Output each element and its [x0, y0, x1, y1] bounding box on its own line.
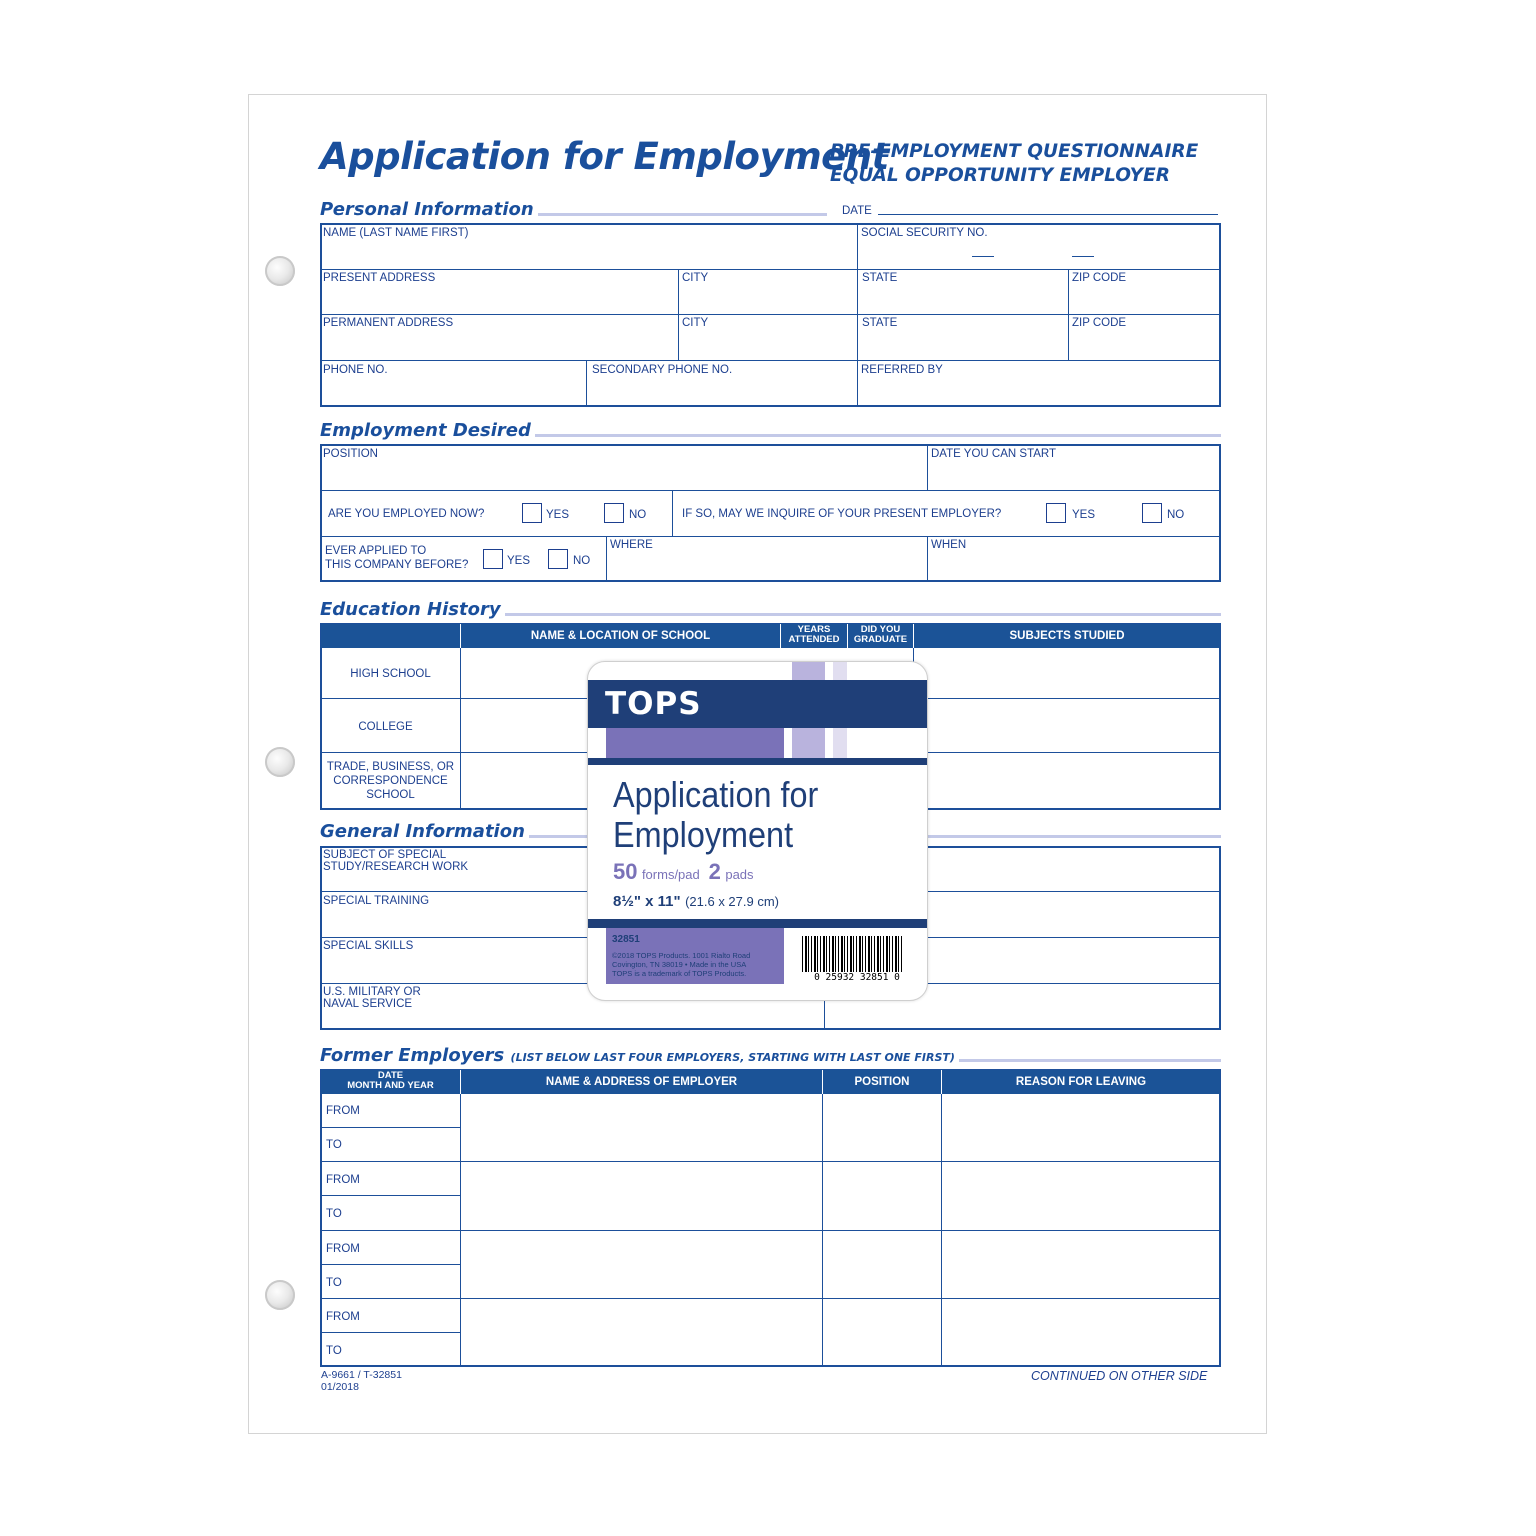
- secondary-phone-label: SECONDARY PHONE NO.: [592, 364, 733, 376]
- phone-label: PHONE NO.: [323, 364, 388, 376]
- military-service-label: U.S. MILITARY OR NAVAL SERVICE: [323, 986, 421, 1010]
- section-heading-general: General Information: [320, 821, 529, 842]
- school-column-header: NAME & LOCATION OF SCHOOL: [530, 630, 711, 642]
- employed-now-label: ARE YOU EMPLOYED NOW?: [328, 508, 485, 520]
- employed-no-checkbox[interactable]: [604, 503, 624, 523]
- state-label: STATE: [862, 317, 898, 329]
- col-divider: [586, 361, 587, 406]
- former-employers-note: (LIST BELOW LAST FOUR EMPLOYERS, STARTING WITH LAST ONE FIRST): [510, 1051, 955, 1064]
- ssn-field-label: SOCIAL SECURITY NO.: [861, 227, 988, 239]
- reason-column-header: REASON FOR LEAVING: [1015, 1076, 1147, 1088]
- product-label-card: [587, 661, 928, 1001]
- section-rule: [505, 434, 1221, 437]
- name-field-label: NAME (LAST NAME FIRST): [323, 227, 469, 239]
- employer-column-header: NAME & ADDRESS OF EMPLOYER: [545, 1076, 738, 1088]
- no-label: NO: [573, 555, 591, 567]
- date-label: DATE: [842, 205, 872, 217]
- when-label: WHEN: [931, 539, 967, 551]
- from-to-divider: [321, 1264, 460, 1265]
- tops-logo: TOPS: [605, 686, 702, 722]
- special-training-label: SPECIAL TRAINING: [323, 895, 430, 907]
- graduate-column-header: DID YOU GRADUATE: [853, 624, 908, 645]
- form-code: A-9661 / T-32851 01/2018: [321, 1369, 402, 1393]
- zip-label: ZIP CODE: [1072, 317, 1127, 329]
- divider-band: [588, 758, 927, 765]
- college-label: COLLEGE: [358, 721, 413, 733]
- row-divider: [321, 314, 1220, 315]
- barcode-digits: 0 25932 32851 0: [814, 972, 900, 983]
- col-divider: [672, 491, 673, 536]
- section-rule: [505, 213, 827, 216]
- stripe: [833, 662, 847, 680]
- stripe: [606, 728, 784, 758]
- from-to-divider: [321, 1127, 460, 1128]
- to-label: TO: [326, 1277, 342, 1289]
- present-address-label: PRESENT ADDRESS: [323, 272, 436, 284]
- row-divider: [321, 536, 1220, 537]
- yes-label: YES: [507, 555, 531, 567]
- state-label: STATE: [862, 272, 898, 284]
- from-label: FROM: [326, 1174, 360, 1186]
- permanent-address-label: PERMANENT ADDRESS: [323, 317, 454, 329]
- from-label: FROM: [326, 1243, 360, 1255]
- inquire-no-checkbox[interactable]: [1142, 503, 1162, 523]
- from-label: FROM: [326, 1311, 360, 1323]
- yes-label: YES: [546, 509, 570, 521]
- stripe: [792, 662, 825, 680]
- date-column-header: DATE MONTH AND YEAR: [347, 1070, 434, 1091]
- stripe: [833, 728, 847, 758]
- name-field[interactable]: [322, 240, 855, 268]
- section-rule: [478, 613, 1221, 616]
- col-divider: [927, 445, 928, 490]
- form-title: Application for Employment: [320, 135, 889, 178]
- row-divider: [321, 1298, 1220, 1299]
- continued-note: CONTINUED ON OTHER SIDE: [1031, 1369, 1208, 1383]
- divider-band: [588, 919, 927, 928]
- col-divider: [1068, 270, 1069, 360]
- binder-hole: [265, 747, 295, 777]
- inquire-label: IF SO, MAY WE INQUIRE OF YOUR PRESENT EMPLOYER?: [682, 508, 1002, 520]
- product-size: 8½" x 11" (21.6 x 27.9 cm): [613, 893, 780, 910]
- section-heading-former: Former Employers (LIST BELOW LAST FOUR EMPLOYERS, STARTING WITH LAST ONE FIRST): [320, 1045, 959, 1066]
- where-label: WHERE: [610, 539, 653, 551]
- no-label: NO: [1167, 509, 1185, 521]
- date-field[interactable]: [878, 214, 1218, 215]
- section-heading-employment: Employment Desired: [320, 420, 535, 441]
- section-heading-personal: Personal Information: [320, 199, 538, 220]
- trade-school-label: TRADE, BUSINESS, OR CORRESPONDENCE SCHOOL: [326, 761, 455, 801]
- years-column-header: YEARS ATTENDED: [788, 624, 840, 645]
- col-divider: [678, 270, 679, 360]
- applied-no-checkbox[interactable]: [548, 549, 568, 569]
- row-divider: [321, 1230, 1220, 1231]
- subjects-column-header: SUBJECTS STUDIED: [1009, 630, 1125, 642]
- product-quantity: 50 forms/pad 2 pads: [613, 859, 754, 884]
- col-divider: [857, 224, 858, 406]
- from-to-divider: [321, 1195, 460, 1196]
- from-label: FROM: [326, 1105, 360, 1117]
- inquire-yes-checkbox[interactable]: [1046, 503, 1066, 523]
- date-start-label: DATE YOU CAN START: [931, 448, 1057, 460]
- binder-hole: [265, 1280, 295, 1310]
- ssn-dash: [1072, 256, 1094, 257]
- no-label: NO: [629, 509, 647, 521]
- former-employers-table: [320, 1069, 1221, 1367]
- col-divider: [606, 537, 607, 581]
- city-label: CITY: [682, 272, 709, 284]
- from-to-divider: [321, 1332, 460, 1333]
- item-number: 32851: [612, 934, 640, 945]
- high-school-label: HIGH SCHOOL: [350, 668, 431, 680]
- applied-before-label: EVER APPLIED TO: [325, 545, 427, 557]
- referred-by-label: REFERRED BY: [861, 364, 943, 376]
- row-divider: [321, 1161, 1220, 1162]
- position-column-header: POSITION: [854, 1076, 910, 1088]
- binder-hole: [265, 256, 295, 286]
- stripe: [792, 728, 825, 758]
- section-heading-education: Education History: [320, 599, 505, 620]
- product-title: Application for Employment: [613, 774, 819, 855]
- to-label: TO: [326, 1139, 342, 1151]
- applied-before-label: THIS COMPANY BEFORE?: [325, 559, 469, 571]
- form-subtitle: EQUAL OPPORTUNITY EMPLOYER: [830, 165, 1170, 186]
- applied-yes-checkbox[interactable]: [483, 549, 503, 569]
- city-label: CITY: [682, 317, 709, 329]
- to-label: TO: [326, 1208, 342, 1220]
- row-divider: [321, 269, 1220, 270]
- col-divider: [460, 648, 461, 809]
- copyright-text: ©2018 TOPS Products. 1001 Rialto Road Covington, TN 38019 • Made in the USA TOPS is a trademark of TOPS Products.: [612, 951, 751, 978]
- ssn-dash: [972, 256, 994, 257]
- col-divider: [927, 537, 928, 581]
- yes-label: YES: [1072, 509, 1096, 521]
- row-divider: [321, 360, 1220, 361]
- barcode: [802, 936, 902, 972]
- employed-yes-checkbox[interactable]: [522, 503, 542, 523]
- zip-label: ZIP CODE: [1072, 272, 1127, 284]
- position-label: POSITION: [323, 448, 378, 460]
- special-skills-label: SPECIAL SKILLS: [323, 940, 414, 952]
- to-label: TO: [326, 1345, 342, 1357]
- row-divider: [321, 490, 1220, 491]
- special-study-label: SUBJECT OF SPECIAL STUDY/RESEARCH WORK: [323, 849, 469, 873]
- form-subtitle: PRE-EMPLOYMENT QUESTIONNAIRE: [830, 141, 1199, 162]
